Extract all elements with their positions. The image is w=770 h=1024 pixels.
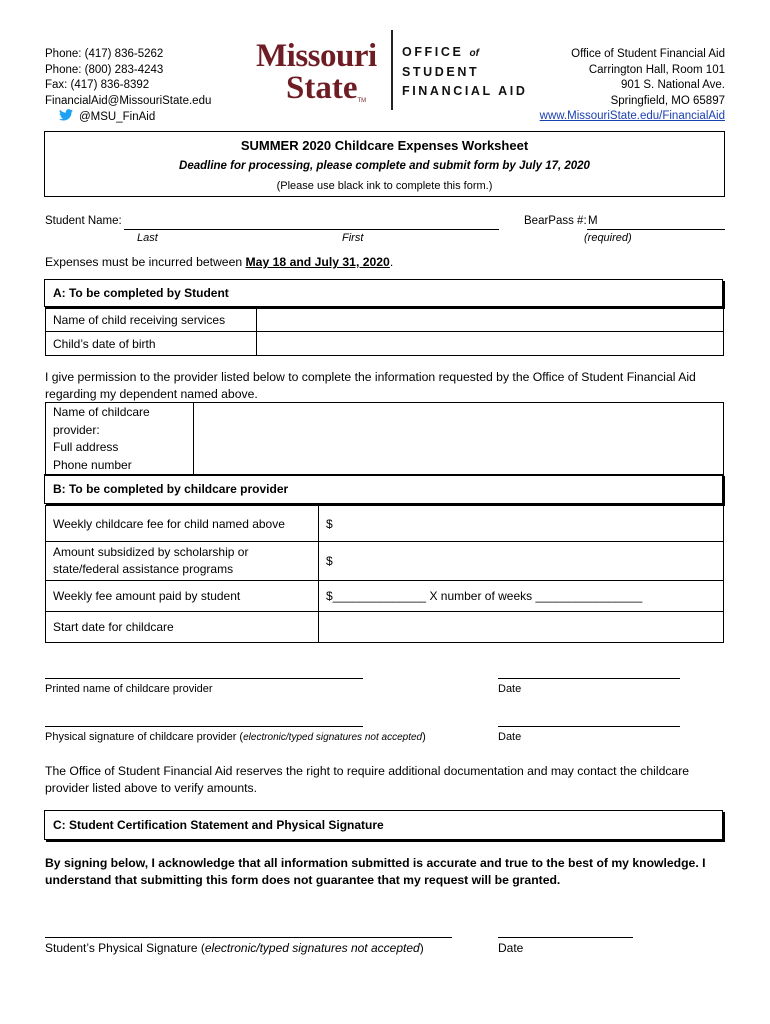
phone-1: Phone: (417) 836-5262 bbox=[45, 48, 164, 60]
child-name-label: Name of child receiving services bbox=[46, 308, 257, 332]
printed-name-date-label: Date bbox=[498, 683, 522, 695]
email-link[interactable]: FinancialAid@MissouriState.edu bbox=[45, 94, 212, 107]
twitter-row[interactable] bbox=[45, 109, 211, 127]
student-signature-date-line[interactable] bbox=[498, 937, 633, 938]
permission-text: I give permission to the provider listed below to complete the information requested by the Office of Student Financial Aid regarding my dependent named above. bbox=[45, 370, 696, 401]
deadline-text: Deadline for processing, please complete and submit form by July 17, 2020 bbox=[179, 160, 590, 172]
provider-address-label: Full address bbox=[53, 440, 119, 454]
table-row bbox=[46, 403, 724, 476]
student-paid-input[interactable]: $______________ X number of weeks ________________ bbox=[319, 581, 724, 612]
table-row bbox=[46, 581, 724, 612]
form-title: SUMMER 2020 Childcare Expenses Worksheet bbox=[240, 138, 529, 153]
table-row bbox=[46, 308, 724, 332]
provider-info-input[interactable] bbox=[194, 403, 724, 476]
bearpass-label: BearPass #: bbox=[524, 215, 587, 227]
section-c-header: C: Student Certification Statement and Physical Signature bbox=[44, 810, 723, 840]
logo-tm: TM bbox=[357, 98, 367, 104]
bearpass-field[interactable] bbox=[587, 229, 725, 230]
section-a-header: A: To be completed by Student bbox=[44, 279, 723, 307]
printed-name-line[interactable] bbox=[45, 678, 363, 679]
student-paid-label: Weekly fee amount paid by student bbox=[46, 581, 319, 612]
logo-state-text: State bbox=[286, 70, 358, 106]
bearpass-prefix: M bbox=[588, 215, 598, 227]
child-dob-label: Child’s date of birth bbox=[46, 332, 257, 356]
logo-missouri-text: Missouri bbox=[256, 38, 377, 74]
weekly-fee-label: Weekly childcare fee for child named above bbox=[46, 506, 319, 542]
table-row bbox=[46, 332, 724, 356]
phone-2: Phone: (800) 283-4243 bbox=[45, 63, 164, 76]
logo-divider bbox=[391, 30, 393, 110]
printed-name-date-line[interactable] bbox=[498, 678, 680, 679]
twitter-handle[interactable]: @MSU_FinAid bbox=[79, 111, 156, 123]
website-link[interactable]: www.MissouriState.edu/FinancialAid bbox=[539, 110, 725, 122]
bearpass-required-label: (required) bbox=[584, 232, 632, 244]
subsidized-amount-input[interactable]: $ bbox=[319, 542, 724, 581]
start-date-input[interactable] bbox=[319, 612, 724, 643]
provider-labels-cell bbox=[46, 403, 194, 476]
expenses-note: Expenses must be incurred between May 18 and July 31, 2020. bbox=[45, 255, 394, 269]
child-name-input[interactable] bbox=[257, 308, 724, 332]
student-name-label: Student Name: bbox=[45, 215, 122, 227]
child-dob-input[interactable] bbox=[257, 332, 724, 356]
fax: Fax: (417) 836-8392 bbox=[45, 79, 150, 91]
office-city: Springfield, MO 65897 bbox=[610, 94, 725, 107]
office-name: Office of Student Financial Aid bbox=[571, 48, 725, 60]
section-b-header: B: To be completed by childcare provider bbox=[44, 474, 723, 504]
provider-name-label: Name of childcare provider: bbox=[53, 405, 150, 437]
provider-signature-line[interactable] bbox=[45, 726, 363, 727]
provider-signature-date-line[interactable] bbox=[498, 726, 680, 727]
student-signature-line[interactable] bbox=[45, 937, 452, 938]
msu-logo bbox=[256, 40, 391, 104]
student-signature-label: Student’s Physical Signature (electronic/typed signatures not accepted) bbox=[45, 941, 424, 955]
office-of-student-financial-aid-wordmark: OFFICE of STUDENT FINANCIAL AID bbox=[402, 45, 528, 98]
first-name-label: First bbox=[342, 232, 364, 244]
contact-info-left bbox=[45, 47, 211, 127]
ink-note: (Please use black ink to complete this form.) bbox=[276, 180, 493, 192]
table-row bbox=[46, 542, 724, 581]
printed-name-label: Printed name of childcare provider bbox=[45, 683, 213, 695]
provider-signature-date-label: Date bbox=[498, 731, 522, 743]
expense-dates: May 18 and July 31, 2020 bbox=[245, 255, 390, 269]
provider-phone-label: Phone number bbox=[53, 457, 132, 472]
last-name-label: Last bbox=[137, 232, 158, 244]
reserve-note: The Office of Student Financial Aid reserves the right to require additional documentation and may contact the childcare provider listed above to verify amounts. bbox=[45, 764, 690, 795]
student-signature-date-label: Date bbox=[498, 941, 524, 955]
start-date-label: Start date for childcare bbox=[46, 612, 319, 643]
weekly-fee-input[interactable]: $ bbox=[319, 506, 724, 542]
provider-signature-label: Physical signature of childcare provider (electronic/typed signatures not accepted) bbox=[45, 731, 426, 743]
certification-statement: By signing below, I acknowledge that all information submitted is accurate and true to the best of my knowledge. I understand that submitting this form does not guarantee that my request will be granted. bbox=[45, 856, 706, 887]
table-row bbox=[46, 506, 724, 542]
title-box bbox=[44, 131, 725, 197]
twitter-icon bbox=[45, 109, 73, 127]
section-a-table bbox=[45, 307, 724, 356]
office-building: Carrington Hall, Room 101 bbox=[588, 63, 725, 76]
contact-info-right bbox=[540, 47, 725, 125]
table-row bbox=[46, 612, 724, 643]
provider-table bbox=[45, 402, 724, 476]
office-street: 901 S. National Ave. bbox=[621, 79, 725, 91]
student-name-field[interactable] bbox=[124, 229, 499, 230]
subsidized-amount-label: Amount subsidized by scholarship or state/federal assistance programs bbox=[46, 542, 319, 581]
section-b-table bbox=[45, 505, 724, 643]
